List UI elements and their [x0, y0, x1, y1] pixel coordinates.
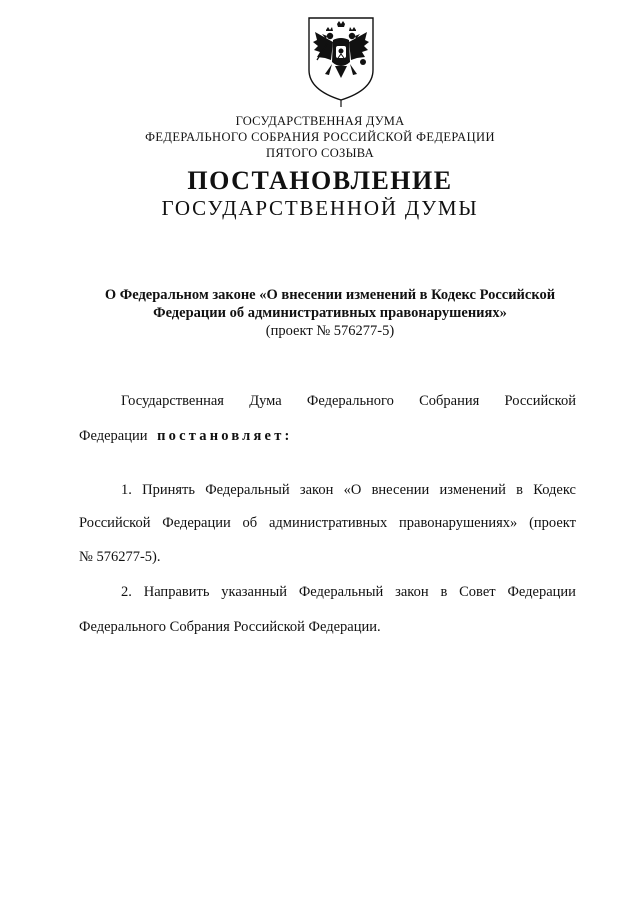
word: Федерации: [79, 428, 148, 444]
word: в: [516, 482, 524, 498]
word: внесении: [371, 482, 430, 498]
word: Федеральный: [298, 584, 384, 600]
word: Российской: [79, 515, 151, 531]
item-2-line-1: [121, 584, 576, 601]
project-number: (проект № 576277-5): [265, 323, 395, 339]
word: Направить: [143, 584, 210, 600]
item-1-line-2: [79, 515, 576, 532]
document-subtitle: ГОСУДАРСТВЕННОЙ ДУМЫ: [161, 196, 479, 220]
header-line-2: ФЕДЕРАЛЬНОГО СОБРАНИЯ РОССИЙСКОЙ ФЕДЕРАЦИИ: [145, 130, 495, 144]
item-1-line-3: № 576277-5).: [79, 549, 161, 565]
word: в: [440, 584, 448, 600]
header-line-1: ГОСУДАРСТВЕННАЯ ДУМА: [235, 114, 405, 128]
word: Собрания: [419, 393, 480, 409]
word: закон: [299, 482, 334, 498]
word: закон: [395, 584, 429, 600]
word: административных: [268, 515, 388, 531]
word: об: [242, 515, 258, 531]
decree-word: постановляет:: [157, 428, 293, 444]
word: 2.: [121, 584, 132, 600]
subject-line-1: О Федеральном законе «О внесении изменений в Кодекс Российской: [104, 287, 556, 303]
word: правонарушениях»: [399, 515, 518, 531]
header-line-3: ПЯТОГО СОЗЫВА: [266, 146, 374, 160]
word: изменений: [439, 482, 506, 498]
word: Государственная: [121, 393, 224, 409]
subject-line-2: Федерации об административных правонарушениях»: [153, 305, 507, 321]
intro-paragraph-line-2: [79, 428, 293, 445]
word: Дума: [249, 393, 282, 409]
word: Совет: [459, 584, 496, 600]
word: Российской: [504, 393, 576, 409]
word: «О: [343, 482, 362, 498]
word: Кодекс: [533, 482, 576, 498]
word: (проект: [529, 515, 576, 531]
word: Федерации: [162, 515, 231, 531]
item-1-line-1: [121, 482, 576, 499]
word: Принять: [142, 482, 195, 498]
word: Федерации: [507, 584, 576, 600]
word: Федеральный: [205, 482, 290, 498]
intro-paragraph-line-1: [121, 393, 576, 410]
double-headed-eagle-icon: [303, 14, 379, 108]
item-2-line-2: Федерального Собрания Российской Федерации.: [79, 619, 381, 635]
document-title: ПОСТАНОВЛЕНИЕ: [187, 166, 453, 195]
word: 1.: [121, 482, 132, 498]
word: Федерального: [306, 393, 394, 409]
word: указанный: [221, 584, 287, 600]
